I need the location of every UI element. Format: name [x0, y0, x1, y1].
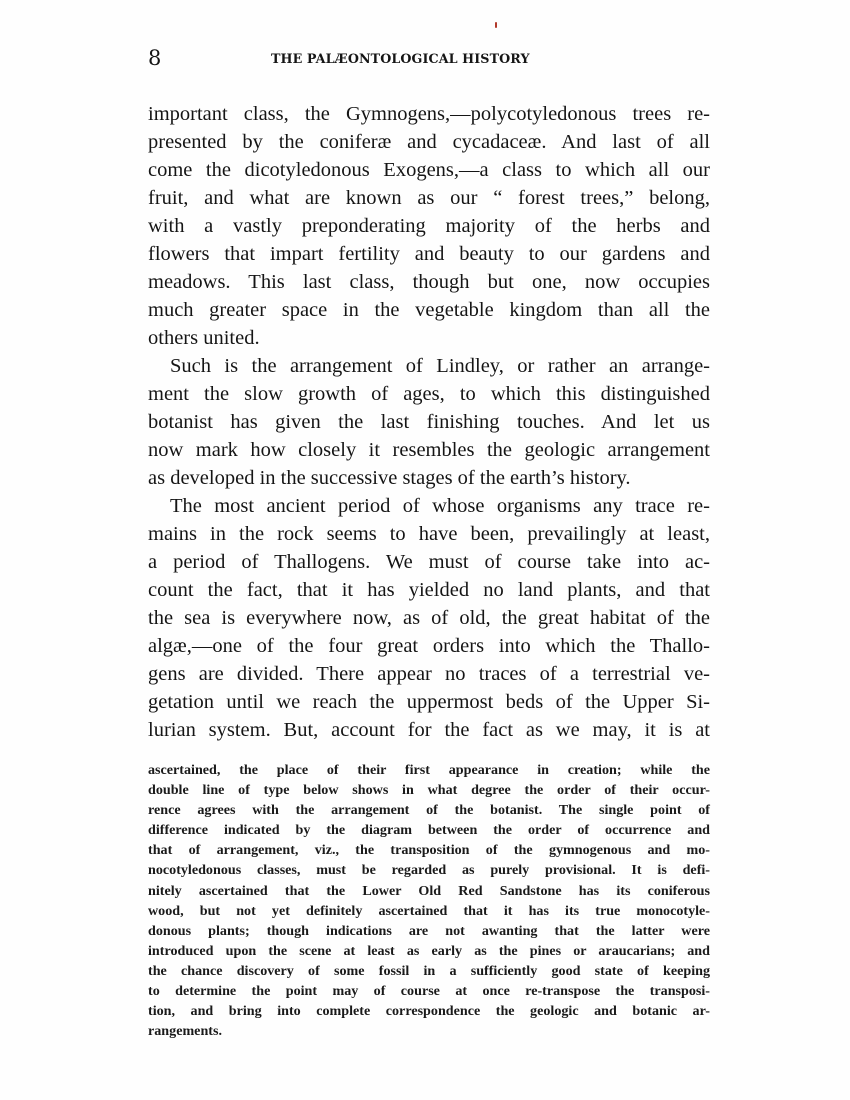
- footnote-line: rence agrees with the arrangement of the botanist. The single point of: [148, 802, 710, 819]
- body-line: the sea is everywhere now, as of old, the great habitat of the: [148, 607, 710, 629]
- body-line: meadows. This last class, though but one, now occupies: [148, 271, 710, 293]
- body-line: mains in the rock seems to have been, prevailingly at least,: [148, 523, 710, 545]
- footnote-line: difference indicated by the diagram between the order of occurrence and: [148, 822, 710, 839]
- body-line: gens are divided. There appear no traces of a terrestrial ve-: [148, 663, 710, 685]
- body-line: come the dicotyledonous Exogens,—a class to which all our: [148, 159, 710, 181]
- body-line: Such is the arrangement of Lindley, or rather an arrange-: [170, 355, 710, 377]
- body-line: botanist has given the last finishing touches. And let us: [148, 411, 710, 433]
- footnote-line: nitely ascertained that the Lower Old Red Sandstone has its coniferous: [148, 882, 710, 899]
- footnote-line: ascertained, the place of their first appearance in creation; while the: [148, 762, 710, 778]
- body-line: flowers that impart fertility and beauty to our gardens and: [148, 243, 710, 265]
- body-line: getation until we reach the uppermost beds of the Upper Si-: [148, 691, 710, 713]
- footnote-line: nocotyledonous classes, must be regarded as purely provisional. It is defi-: [148, 862, 710, 879]
- body-line: with a vastly preponderating majority of the herbs and: [148, 215, 710, 237]
- body-line: important class, the Gymnogens,—polycotyledonous trees re-: [148, 103, 710, 125]
- footnote-line: to determine the point may of course at once re-transpose the transposi-: [148, 983, 710, 1000]
- body-line: count the fact, that it has yielded no land plants, and that: [148, 579, 710, 601]
- body-line: presented by the coniferæ and cycadaceæ. And last of all: [148, 131, 710, 153]
- footnote-line: rangements.: [148, 1023, 222, 1040]
- running-head: THE PALÆONTOLOGICAL HISTORY: [271, 51, 530, 66]
- footnote-line: tion, and bring into complete correspondence the geologic and botanic ar-: [148, 1003, 710, 1020]
- body-line: algæ,—one of the four great orders into which the Thallo-: [148, 635, 710, 657]
- body-line: a period of Thallogens. We must of course take into ac-: [148, 551, 710, 573]
- body-line: as developed in the successive stages of the earth’s history.: [148, 467, 631, 489]
- body-line: ment the slow growth of ages, to which this distinguished: [148, 383, 710, 405]
- body-line: fruit, and what are known as our “ forest trees,” belong,: [148, 187, 710, 209]
- footnote-line: donous plants; though indications are not awanting that the latter were: [148, 922, 710, 939]
- body-line: much greater space in the vegetable kingdom than all the: [148, 299, 710, 321]
- body-line: now mark how closely it resembles the geologic arrangement: [148, 439, 710, 461]
- footnote-line: double line of type below shows in what degree the order of their occur-: [148, 782, 710, 799]
- footnote-line: wood, but not yet definitely ascertained that it has its true monocotyle-: [148, 902, 710, 919]
- ink-mark: [495, 22, 497, 28]
- body-line: lurian system. But, account for the fact as we may, it is at: [148, 719, 710, 741]
- page-number: 8: [148, 46, 162, 70]
- body-line: The most ancient period of whose organisms any trace re-: [170, 495, 710, 517]
- footnote-line: introduced upon the scene at least as early as the pines or araucarians; and: [148, 942, 710, 959]
- footnote-line: that of arrangement, viz., the transposition of the gymnogenous and mo-: [148, 842, 710, 859]
- body-text: [148, 100, 710, 744]
- footnote-line: the chance discovery of some fossil in a sufficiently good state of keeping: [148, 962, 710, 979]
- body-line: others united.: [148, 327, 260, 349]
- footnote: [148, 760, 710, 1041]
